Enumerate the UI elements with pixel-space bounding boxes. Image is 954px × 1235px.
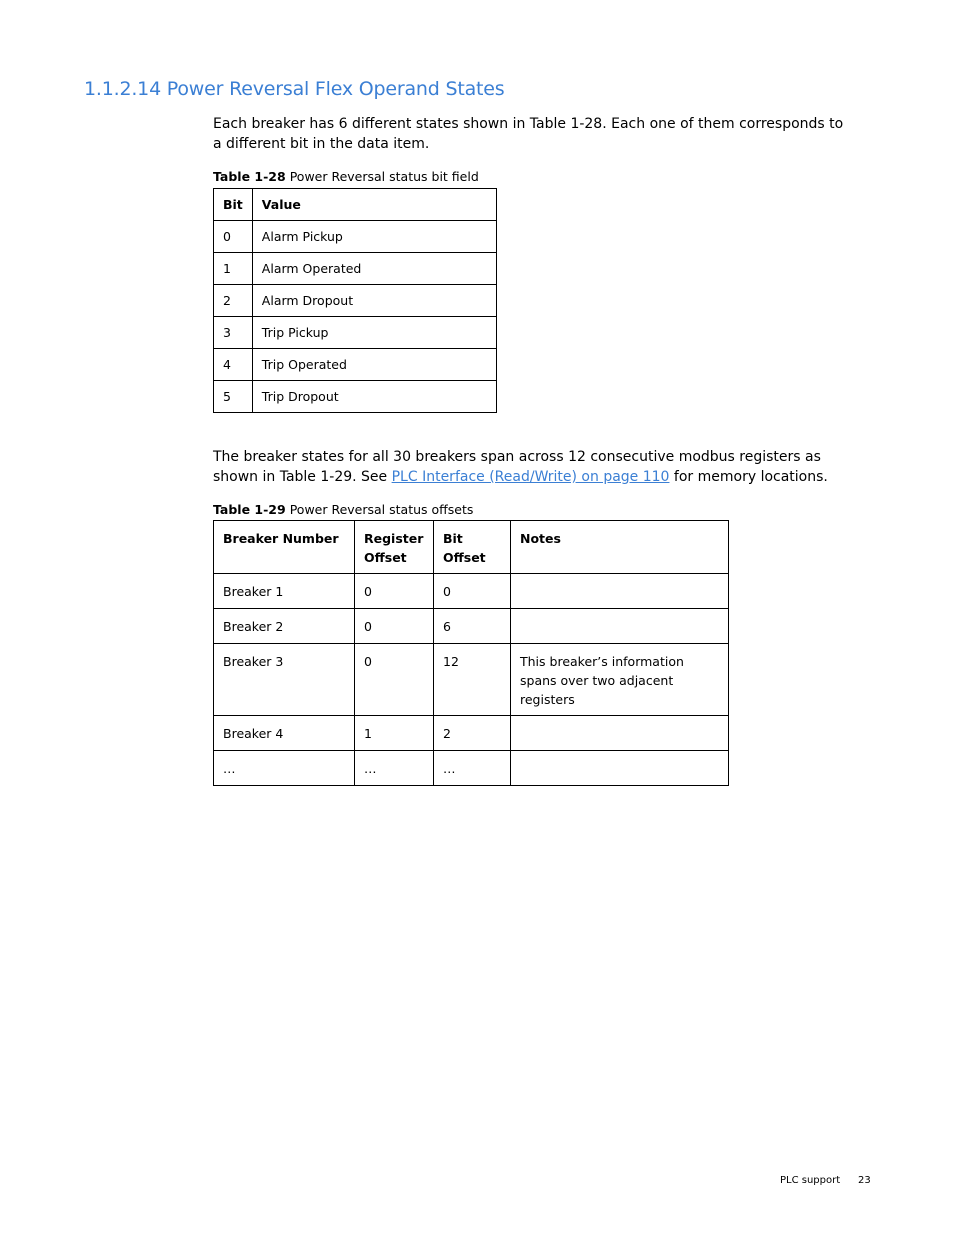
paragraph-text: for memory locations. — [669, 469, 828, 485]
paragraph-text: The breaker states for all 30 breakers span across 12 consecutive modbus registers as shown in Table 1-29. See — [213, 449, 821, 485]
bit-cell: 5 — [214, 381, 253, 413]
bit-cell: 2 — [214, 285, 253, 317]
footer-section-name: PLC support — [780, 1175, 841, 1186]
register-offset-cell: 0 — [355, 644, 434, 716]
notes-cell — [511, 716, 729, 751]
value-cell: Trip Dropout — [252, 381, 496, 413]
value-cell: Alarm Pickup — [252, 221, 496, 253]
column-header-breaker-number: Breaker Number — [214, 521, 355, 574]
table-row — [214, 644, 729, 716]
bit-cell: 3 — [214, 317, 253, 349]
breaker-cell: … — [214, 751, 355, 786]
table-row — [214, 716, 729, 751]
notes-cell — [511, 751, 729, 786]
bit-offset-cell: 2 — [434, 716, 511, 751]
table-1-29-caption — [213, 502, 473, 517]
value-cell: Alarm Dropout — [252, 285, 496, 317]
breaker-cell: Breaker 2 — [214, 609, 355, 644]
caption-label: Table 1-29 — [213, 502, 286, 517]
plc-interface-link[interactable]: PLC Interface (Read/Write) on page 110 — [391, 469, 670, 485]
table-row — [214, 317, 497, 349]
register-offset-cell: 1 — [355, 716, 434, 751]
page-number: 23 — [858, 1175, 871, 1186]
breaker-cell: Breaker 1 — [214, 574, 355, 609]
value-cell: Alarm Operated — [252, 253, 496, 285]
bit-offset-cell: … — [434, 751, 511, 786]
status-offsets-table — [213, 520, 729, 786]
intro-paragraph: Each breaker has 6 different states shown in Table 1-28. Each one of them corresponds to a different bit in the data item. — [213, 116, 844, 152]
value-cell: Trip Operated — [252, 349, 496, 381]
breaker-cell: Breaker 3 — [214, 644, 355, 716]
bit-field-table — [213, 188, 497, 413]
table-row — [214, 609, 729, 644]
table-row — [214, 574, 729, 609]
bit-offset-cell: 6 — [434, 609, 511, 644]
column-header-bit: Bit — [214, 189, 253, 221]
column-header-value: Value — [252, 189, 496, 221]
register-offset-cell: 0 — [355, 574, 434, 609]
caption-text: Power Reversal status bit field — [289, 169, 479, 184]
caption-label: Table 1-28 — [213, 169, 286, 184]
bit-cell: 0 — [214, 221, 253, 253]
notes-cell — [511, 574, 729, 609]
table-row — [214, 253, 497, 285]
bit-cell: 4 — [214, 349, 253, 381]
notes-cell — [511, 609, 729, 644]
table-1-28-caption — [213, 169, 479, 184]
table-row — [214, 751, 729, 786]
table-row — [214, 285, 497, 317]
column-header-notes: Notes — [511, 521, 729, 574]
table-row — [214, 221, 497, 253]
register-offset-cell: 0 — [355, 609, 434, 644]
bit-offset-cell: 0 — [434, 574, 511, 609]
notes-cell: This breaker’s information spans over two adjacent registers — [511, 644, 729, 716]
table-row — [214, 381, 497, 413]
breaker-cell: Breaker 4 — [214, 716, 355, 751]
bit-cell: 1 — [214, 253, 253, 285]
table-row — [214, 349, 497, 381]
section-heading: 1.1.2.14 Power Reversal Flex Operand States — [84, 78, 505, 100]
column-header-bit-offset: Bit Offset — [434, 521, 511, 574]
registers-paragraph — [213, 447, 853, 487]
column-header-register-offset: Register Offset — [355, 521, 434, 574]
register-offset-cell: … — [355, 751, 434, 786]
value-cell: Trip Pickup — [252, 317, 496, 349]
caption-text: Power Reversal status offsets — [289, 502, 474, 517]
bit-offset-cell: 12 — [434, 644, 511, 716]
